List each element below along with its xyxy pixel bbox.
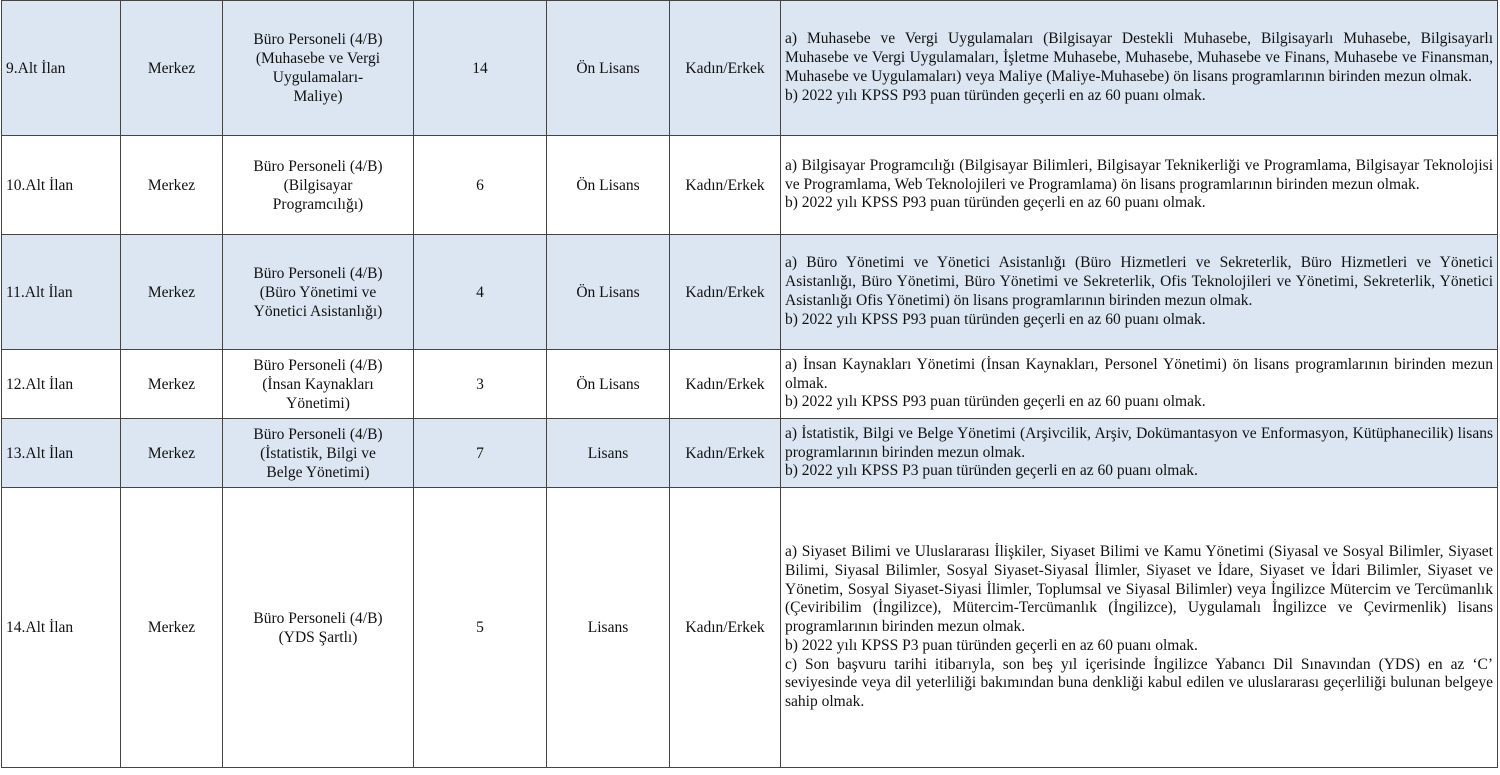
education-cell: Ön Lisans [547, 1, 670, 136]
ilan-no-cell: 9.Alt İlan [2, 1, 121, 136]
gender-cell: Kadın/Erkek [670, 235, 781, 350]
title-line: Büro Personeli (4/B) [253, 609, 383, 627]
education-cell: Ön Lisans [547, 350, 670, 419]
qualifications-cell [781, 419, 1498, 488]
qualification-item: a) Siyaset Bilimi ve Uluslararası İlişkiler, Siyaset Bilimi ve Kamu Yönetimi (Siyasal ve Sosyal Bilimler, Siyaset Bilimi, Siyasal Bilimler, Sosyal Siyaset-Siyasal İlimler, Siyaset ve İdare, Siyaset ve İdari Bilimler, Siyaset ve Yönetim, Sosyal Siyaset-Siyasi İlimler, Toplumsal ve Siyasal Bilimler) veya İngilizce Mütercim ve Tercümanlık (Çeviribilim (İngilizce), Mütercim-Tercümanlık (İngilizce), Uygulamalı İngilizce ve Çevirmenlik) lisans programlarının birinden mezun olmak. [785, 542, 1493, 636]
count-cell: 7 [414, 419, 547, 488]
qualification-item: b) 2022 yılı KPSS P93 puan türünden geçerli en az 60 puanı olmak. [785, 393, 1206, 411]
qualification-item: b) 2022 yılı KPSS P3 puan türünden geçerli en az 60 puanı olmak. [785, 462, 1198, 480]
qualification-item: c) Son başvuru tarihi itibarıyla, son beş yıl içerisinde İngilizce Yabancı Dil Sınavından (YDS) en az ‘C’ seviyesinde veya dil yeterliliği bakımından buna denkliği kabul edilen ve uluslararası geçerliliği bulunan belgeye sahip olmak. [785, 655, 1493, 711]
ilan-no-cell: 10.Alt İlan [2, 136, 121, 235]
qualification-item: b) 2022 yılı KPSS P93 puan türünden geçerli en az 60 puanı olmak. [785, 310, 1206, 328]
table-row [2, 419, 1498, 488]
qualifications-cell [781, 235, 1498, 350]
count-cell: 5 [414, 488, 547, 768]
count-cell: 3 [414, 350, 547, 419]
title-cell [223, 235, 414, 350]
title-line: (İstatistik, Bilgi ve [260, 444, 376, 462]
location-cell: Merkez [121, 488, 223, 768]
gender-cell: Kadın/Erkek [670, 350, 781, 419]
table-row [2, 350, 1498, 419]
title-line: Büro Personeli (4/B) [253, 425, 383, 443]
table-row [2, 136, 1498, 235]
title-line: (YDS Şartlı) [278, 628, 358, 646]
count-cell: 14 [414, 1, 547, 136]
title-cell [223, 488, 414, 768]
title-line: (Bilgisayar [283, 176, 353, 194]
ilan-no-cell: 14.Alt İlan [2, 488, 121, 768]
title-line: Yönetici Asistanlığı) [253, 302, 383, 320]
education-cell: Lisans [547, 488, 670, 768]
ilan-no-cell: 11.Alt İlan [2, 235, 121, 350]
title-line: Belge Yönetimi) [266, 463, 370, 481]
count-cell: 6 [414, 136, 547, 235]
qualifications-cell [781, 350, 1498, 419]
title-cell [223, 419, 414, 488]
ilan-no-cell: 13.Alt İlan [2, 419, 121, 488]
location-cell: Merkez [121, 350, 223, 419]
location-cell: Merkez [121, 235, 223, 350]
title-line: Büro Personeli (4/B) [253, 31, 383, 48]
qualifications-cell [781, 488, 1498, 768]
title-line: (Büro Yönetimi ve [259, 283, 377, 301]
qualification-item: b) 2022 yılı KPSS P93 puan türünden geçerli en az 60 puanı olmak. [785, 194, 1206, 212]
qualifications-cell [781, 136, 1498, 235]
job-listings-table [1, 0, 1498, 768]
title-line: Yönetimi) [286, 394, 350, 412]
qualification-item: a) İnsan Kaynakları Yönetimi (İnsan Kaynakları, Personel Yönetimi) ön lisans programlarının birinden mezun olmak. [785, 355, 1493, 392]
table-row [2, 235, 1498, 350]
count-cell: 4 [414, 235, 547, 350]
education-cell: Ön Lisans [547, 235, 670, 350]
gender-cell: Kadın/Erkek [670, 1, 781, 136]
title-line: Programcılığı) [272, 195, 364, 213]
qualification-item: a) Bilgisayar Programcılığı (Bilgisayar Bilimleri, Bilgisayar Teknikerliği ve Programlama, Bilgisayar Teknolojisi ve Programlama, Web Teknolojileri ve Programlama) ön lisans programlarının birinden mezun olmak. [785, 156, 1493, 193]
education-cell: Lisans [547, 419, 670, 488]
qualification-item: a) İstatistik, Bilgi ve Belge Yönetimi (Arşivcilik, Arşiv, Dokümantasyon ve Enformasyon, Kütüphanecilik) lisans programlarının birinden mezun olmak. [785, 424, 1493, 461]
location-cell: Merkez [121, 1, 223, 136]
title-cell [223, 136, 414, 235]
title-line: Büro Personeli (4/B) [253, 264, 383, 282]
table-row [2, 488, 1498, 768]
qualification-item: a) Büro Yönetimi ve Yönetici Asistanlığı (Büro Hizmetleri ve Sekreterlik, Büro Hizmetleri ve Yönetici Asistanlığı, Büro Yönetimi, Büro Yönetimi ve Sekreterlik, Ofis Teknolojileri ve Yönetimi, Sekreterlik, Yönetici Asistanlığı Ofis Yönetimi) ön lisans programlarının birinden mezun olmak. [785, 254, 1493, 309]
title-line: (Muhasebe ve Vergi [255, 50, 381, 67]
qualification-item: b) 2022 yılı KPSS P93 puan türünden geçerli en az 60 puanı olmak. [785, 86, 1206, 104]
title-cell [223, 1, 414, 136]
gender-cell: Kadın/Erkek [670, 488, 781, 768]
qualification-item: b) 2022 yılı KPSS P3 puan türünden geçerli en az 60 puanı olmak. [785, 636, 1198, 654]
location-cell: Merkez [121, 136, 223, 235]
education-cell: Ön Lisans [547, 136, 670, 235]
title-line: Büro Personeli (4/B) [253, 157, 383, 175]
title-line: Uygulamaları- [272, 69, 364, 86]
qualifications-cell [781, 1, 1498, 136]
title-line: Büro Personeli (4/B) [253, 356, 383, 374]
table-row [2, 1, 1498, 136]
title-cell [223, 350, 414, 419]
title-line: (İnsan Kaynakları [262, 375, 374, 393]
location-cell: Merkez [121, 419, 223, 488]
gender-cell: Kadın/Erkek [670, 136, 781, 235]
ilan-no-cell: 12.Alt İlan [2, 350, 121, 419]
gender-cell: Kadın/Erkek [670, 419, 781, 488]
title-line: Maliye) [293, 88, 343, 105]
qualification-item: a) Muhasebe ve Vergi Uygulamaları (Bilgisayar Destekli Muhasebe, Bilgisayarlı Muhasebe, Bilgisayarlı Muhasebe ve Vergi Uygulamaları, İşletme Muhasebe, Muhasebe, Muhasebe ve Finans, Muhasebe ve Finansman, Muhasebe ve Uygulamaları) veya Maliye (Maliye-Muhasebe) ön lisans programlarının birinden mezun olmak. [785, 30, 1493, 85]
